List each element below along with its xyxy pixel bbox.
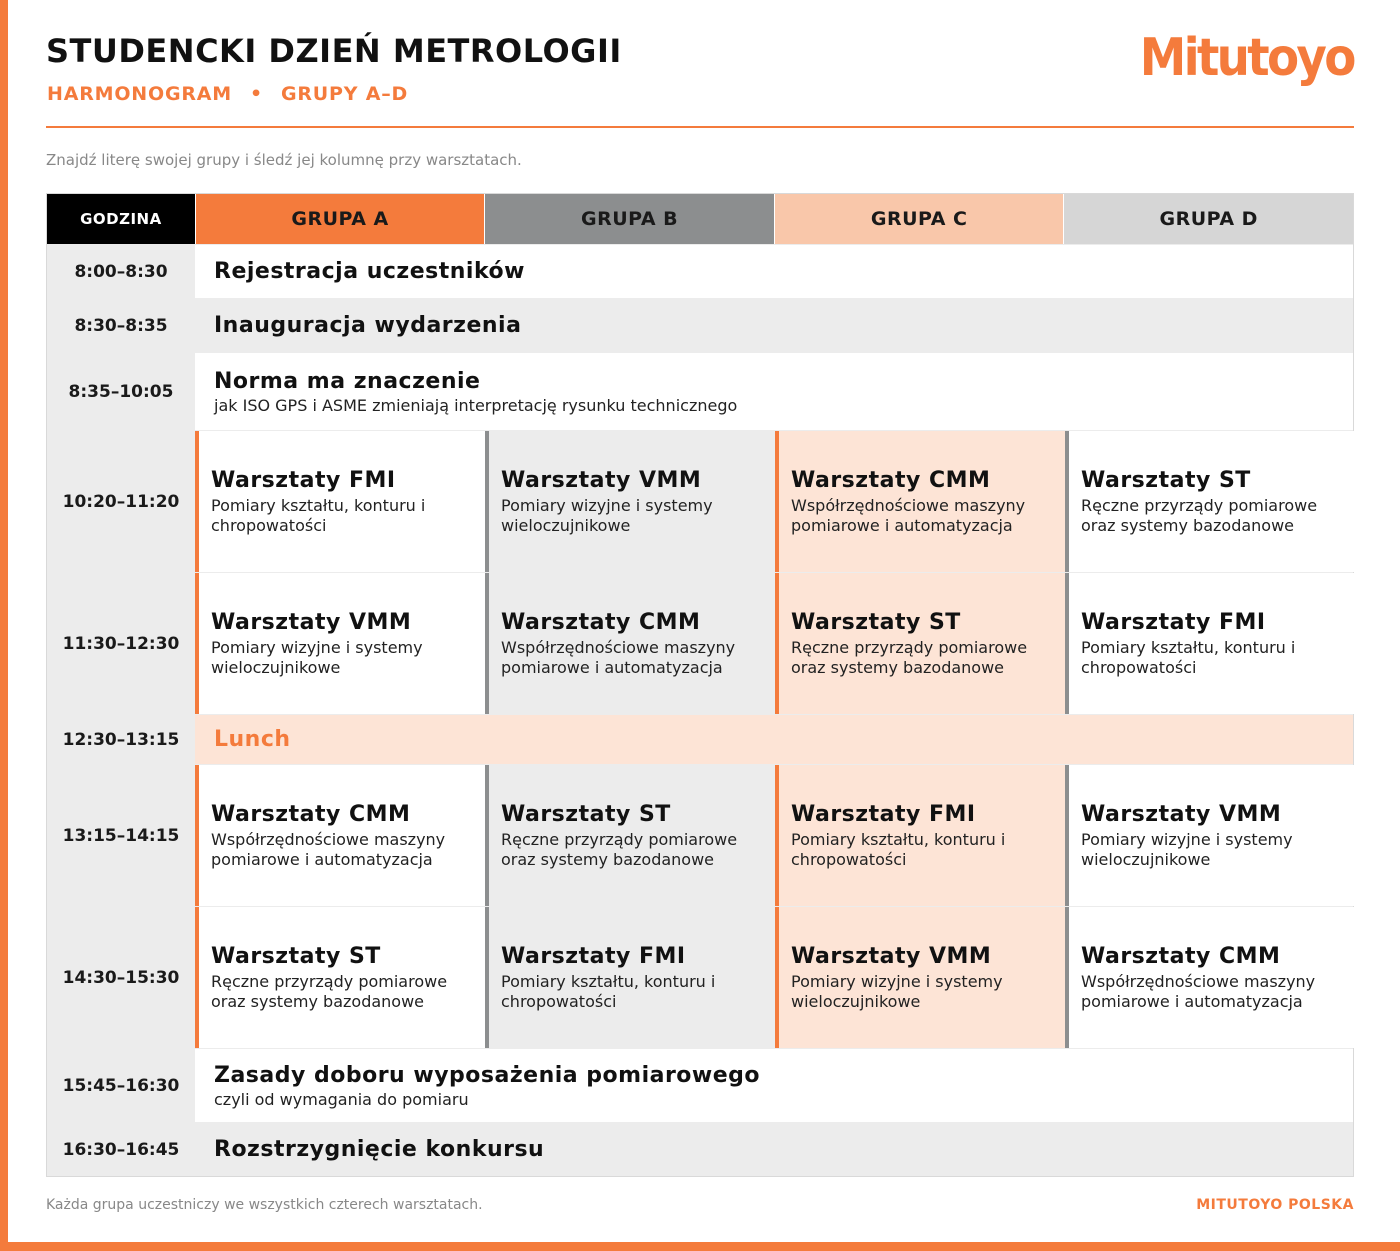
intro-text: Znajdź literę swojej grupy i śledź jej kolumnę przy warsztatach. <box>46 151 522 169</box>
workshop-description: Pomiary wizyjne i systemy wieloczujnikowe <box>501 496 713 535</box>
workshop-description: Współrzędnościowe maszyny pomiarowe i automatyzacja <box>1081 972 1316 1011</box>
workshop-title: Warsztaty CMM <box>211 802 411 828</box>
workshop-title: Warsztaty ST <box>211 944 381 970</box>
footer-note: Każda grupa uczestniczy we wszystkich czterech warsztatach. <box>46 1197 483 1213</box>
workshop-description: Współrzędnościowe maszyny pomiarowe i automatyzacja <box>501 638 736 677</box>
bottom-accent-bar <box>0 1242 1400 1251</box>
event-subtitle: jak ISO GPS i ASME zmieniają interpretację rysunku technicznego <box>214 395 738 415</box>
workshop-title: Warsztaty FMI <box>501 944 686 970</box>
workshop-description: Pomiary kształtu, konturu i chropowatości <box>791 830 1006 869</box>
workshop-cell-group-a <box>195 431 485 572</box>
workshop-cell-group-a <box>195 907 485 1048</box>
workshop-description: Współrzędnościowe maszyny pomiarowe i automatyzacja <box>211 830 446 869</box>
time-slot: 10:20–11:20 <box>47 431 195 572</box>
workshop-cell-group-c <box>775 431 1065 572</box>
table-row <box>47 572 1353 714</box>
workshop-description: Pomiary kształtu, konturu i chropowatości <box>211 496 426 535</box>
workshop-description: Pomiary kształtu, konturu i chropowatości <box>501 972 716 1011</box>
workshop-title: Warsztaty VMM <box>1081 802 1282 828</box>
workshop-description: Ręczne przyrządy pomiarowe oraz systemy bazodanowe <box>501 830 738 869</box>
subtitle-separator: • <box>250 83 263 105</box>
event-title: Norma ma znaczenie <box>214 368 481 394</box>
table-row <box>47 1122 1353 1176</box>
event-title: Rozstrzygnięcie konkursu <box>214 1137 545 1162</box>
workshop-cell-group-a <box>195 573 485 714</box>
header-divider <box>46 126 1354 128</box>
workshop-cell-group-b <box>485 907 775 1048</box>
table-row <box>47 430 1353 572</box>
workshop-title: Warsztaty VMM <box>501 468 702 494</box>
workshop-title: Warsztaty FMI <box>211 468 396 494</box>
subtitle-groups: GRUPY A–D <box>280 83 409 105</box>
workshop-cell-group-c <box>775 765 1065 906</box>
workshop-title: Warsztaty ST <box>501 802 671 828</box>
workshop-title: Warsztaty VMM <box>211 610 412 636</box>
plenary-event <box>195 245 1353 298</box>
time-slot: 8:35–10:05 <box>47 353 195 430</box>
group-d-header: GRUPA D <box>1063 194 1353 244</box>
plenary-event <box>195 1123 1353 1176</box>
workshop-cell-group-b <box>485 765 775 906</box>
time-slot: 14:30–15:30 <box>47 907 195 1048</box>
page-title: STUDENCKI DZIEŃ METROLOGII <box>46 32 622 70</box>
workshop-description: Ręczne przyrządy pomiarowe oraz systemy bazodanowe <box>1081 496 1318 535</box>
workshop-cell-group-d <box>1065 573 1355 714</box>
table-row <box>47 764 1353 906</box>
workshop-title: Warsztaty VMM <box>791 944 992 970</box>
workshop-cell-group-d <box>1065 765 1355 906</box>
table-row <box>47 1048 1353 1122</box>
plenary-event <box>195 299 1353 352</box>
workshop-cell-group-b <box>485 573 775 714</box>
workshop-description: Pomiary kształtu, konturu i chropowatości <box>1081 638 1296 677</box>
workshop-cell-group-d <box>1065 907 1355 1048</box>
workshop-title: Warsztaty ST <box>791 610 961 636</box>
footer-brand: MITUTOYO POLSKA <box>1196 1197 1354 1213</box>
workshop-title: Warsztaty FMI <box>791 802 976 828</box>
page-subtitle <box>47 83 408 105</box>
time-slot: 13:15–14:15 <box>47 765 195 906</box>
time-slot: 12:30–13:15 <box>47 715 195 764</box>
workshop-title: Warsztaty CMM <box>501 610 701 636</box>
workshop-description: Pomiary wizyjne i systemy wieloczujnikowe <box>1081 830 1293 869</box>
subtitle-schedule: HARMONOGRAM <box>47 83 232 105</box>
table-row <box>47 906 1353 1048</box>
schedule-table <box>46 193 1354 1177</box>
time-slot: 8:30–8:35 <box>47 299 195 352</box>
time-slot: 8:00–8:30 <box>47 245 195 298</box>
time-slot: 16:30–16:45 <box>47 1123 195 1176</box>
workshop-description: Ręczne przyrządy pomiarowe oraz systemy bazodanowe <box>211 972 448 1011</box>
workshop-cell-group-d <box>1065 431 1355 572</box>
time-slot: 15:45–16:30 <box>47 1049 195 1122</box>
workshop-description: Pomiary wizyjne i systemy wieloczujnikowe <box>211 638 423 677</box>
workshop-cell-group-c <box>775 573 1065 714</box>
time-slot: 11:30–12:30 <box>47 573 195 714</box>
event-subtitle: czyli od wymagania do pomiaru <box>214 1089 469 1109</box>
table-row <box>47 352 1353 430</box>
plenary-event <box>195 1049 1353 1122</box>
workshop-cell-group-a <box>195 765 485 906</box>
group-c-header: GRUPA C <box>774 194 1064 244</box>
table-row <box>47 714 1353 764</box>
event-title: Inauguracja wydarzenia <box>214 313 522 338</box>
workshop-description: Współrzędnościowe maszyny pomiarowe i automatyzacja <box>791 496 1026 535</box>
plenary-event <box>195 353 1353 430</box>
left-accent-bar <box>0 0 8 1251</box>
workshop-title: Warsztaty ST <box>1081 468 1251 494</box>
mitutoyo-logo: Mitutoyo <box>1140 28 1354 88</box>
workshop-title: Warsztaty CMM <box>1081 944 1281 970</box>
time-column-header: GODZINA <box>47 194 195 244</box>
table-header-row <box>47 194 1353 244</box>
table-row <box>47 298 1353 352</box>
event-title: Rejestracja uczestników <box>214 259 525 284</box>
workshop-title: Warsztaty CMM <box>791 468 991 494</box>
table-row <box>47 244 1353 298</box>
group-b-header: GRUPA B <box>484 194 774 244</box>
workshop-description: Pomiary wizyjne i systemy wieloczujnikowe <box>791 972 1003 1011</box>
lunch-break <box>195 715 1353 764</box>
workshop-description: Ręczne przyrządy pomiarowe oraz systemy bazodanowe <box>791 638 1028 677</box>
workshop-cell-group-b <box>485 431 775 572</box>
workshop-title: Warsztaty FMI <box>1081 610 1266 636</box>
group-a-header: GRUPA A <box>195 194 485 244</box>
event-title: Zasady doboru wyposażenia pomiarowego <box>214 1062 761 1088</box>
workshop-cell-group-c <box>775 907 1065 1048</box>
lunch-label: Lunch <box>214 727 291 752</box>
